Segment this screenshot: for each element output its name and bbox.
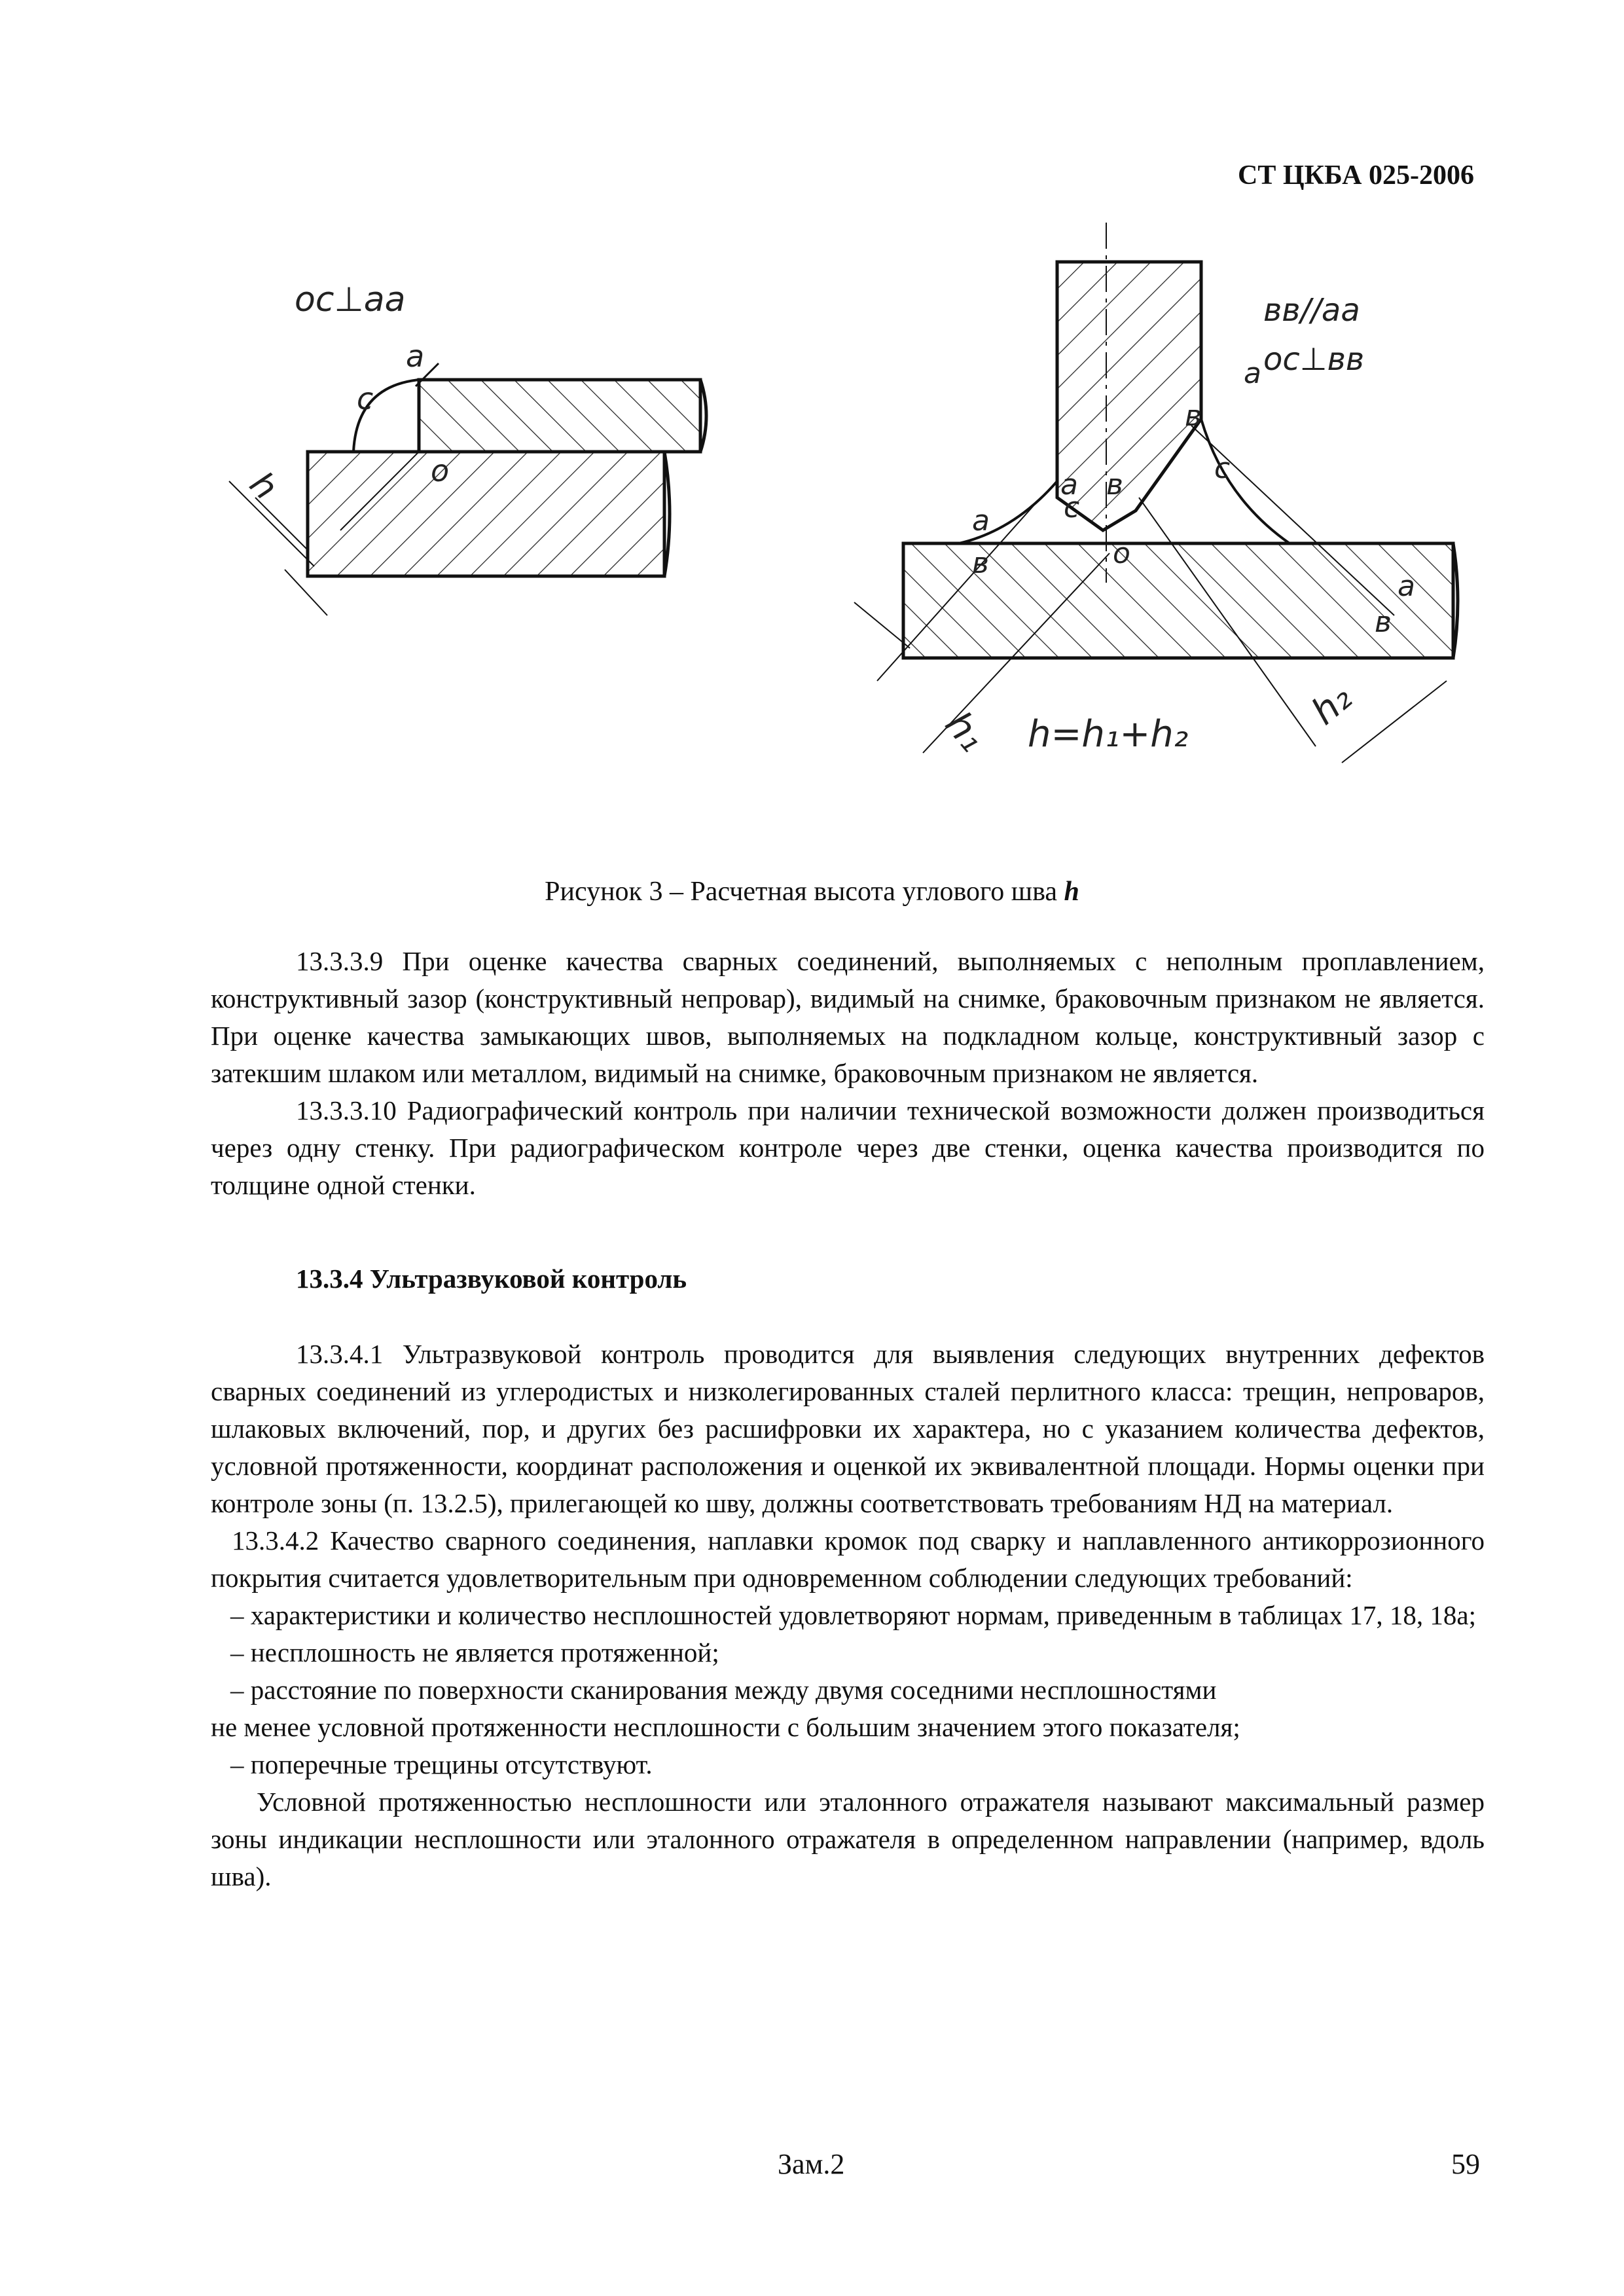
bullet-2: – несплошность не является протяженной; [230,1637,719,1667]
right-label-b-mid: в [1106,468,1123,501]
lower-plate [308,452,664,576]
right-label-a-top: а [1244,357,1261,390]
caption-symbol: h [1064,877,1079,907]
formula: h=h₁+h₂ [1028,713,1189,756]
right-label-o: о [1113,537,1130,570]
bullet-4: – поперечные трещины отсутствуют. [230,1749,653,1779]
paragraph-13-3-3-9: 13.3.3.9 При оценке качества сварных соединений, выполняемых с неполным проплавлением, конструктивный зазор (конструктивный непровар), видимый на снимке, браковочным признаком не является. При оценке качества замыкающих швов, выполняемых на подкладном кольце, конструктивный зазор с затекшим шлаком или металлом, видимый на снимке, браковочным признаком не является. [211,946,1485,1088]
paragraph-13-3-4-2: 13.3.4.2 Качество сварного соединения, наплавки кромок под сварку и наплавленного антикоррозионного покрытия считается удовлетворительным при одновременном соблюдении следующих требований: [211,1525,1485,1593]
right-condition-1: вв//аа [1263,292,1360,329]
paragraph-13-3-3-10: 13.3.3.10 Радиографический контроль при наличии технической возможности должен производиться через одну стенку. При радиографическом контроле через две стенки, оценка качества производится по толщине одной стенки. [211,1095,1485,1200]
lap-joint-drawing [229,280,706,615]
body-section-radiography [211,943,1485,1204]
bullet-1: – характеристики и количество несплошностей удовлетворяют нормам, приведенным в таблицах 17, 18, 18а; [230,1600,1476,1630]
right-label-c-right: с [1214,452,1231,485]
left-label-o: о [431,453,450,488]
right-label-a-left: а [972,504,990,538]
left-label-a: а [406,338,425,374]
fillet-weld-figure [190,223,1486,812]
right-condition-2: ос⊥вв [1263,341,1365,378]
right-label-c-left: с [1064,491,1080,524]
change-note: Зам.2 [778,2148,845,2180]
upper-plate [419,380,700,452]
left-condition-label: ос⊥аа [295,280,406,319]
right-label-a-mid: а [1060,468,1078,501]
vertical-plate [1057,262,1201,530]
figure-caption: Рисунок 3 – Расчетная высота углового шва h [545,877,1079,907]
label-h2: h₂ [1303,676,1360,734]
paragraph-13-3-4-1: 13.3.4.1 Ультразвуковой контроль проводится для выявления следующих внутренних дефектов сварных соединений из углеродистых и низколегированных сталей перлитного класса: трещин, непроваров, шлаковых включений, пор, и других без расшифровки их характера, но с указанием количества дефектов, условной протяженности, координат расположения и оценкой их эквивалентной площади. Нормы оценки при контроле зоны (п. 13.2.5), прилегающей ко шву, должны соответствовать требованиям НД на материал. [211,1339,1485,1518]
document-code: СТ ЦКБА 025-2006 [1238,160,1474,191]
left-label-c: с [357,381,374,416]
right-label-b-top: в [1185,399,1202,433]
label-h1: h₁ [937,703,994,760]
right-label-b-left: в [972,547,989,580]
body-section-ultrasonic [211,1336,1485,1895]
bullet-3-continuation: не менее условной протяженности несплошности с большим значением этого показателя; [211,1712,1240,1742]
right-label-b-right: в [1375,606,1392,639]
section-heading: 13.3.4 Ультразвуковой контроль [296,1264,687,1294]
bullet-3: – расстояние по поверхности сканирования между двумя соседними несплошностями [230,1675,1217,1705]
left-label-h: h [242,464,285,508]
right-label-a-right: а [1398,570,1415,603]
t-joint-drawing [854,223,1458,763]
page-number: 59 [1451,2148,1480,2180]
paragraph-definition: Условной протяженностью несплошности или эталонного отражателя называют максимальный размер зоны индикации несплошности или эталонного отражателя в определенном направлении (например, вдоль шва). [211,1787,1485,1891]
